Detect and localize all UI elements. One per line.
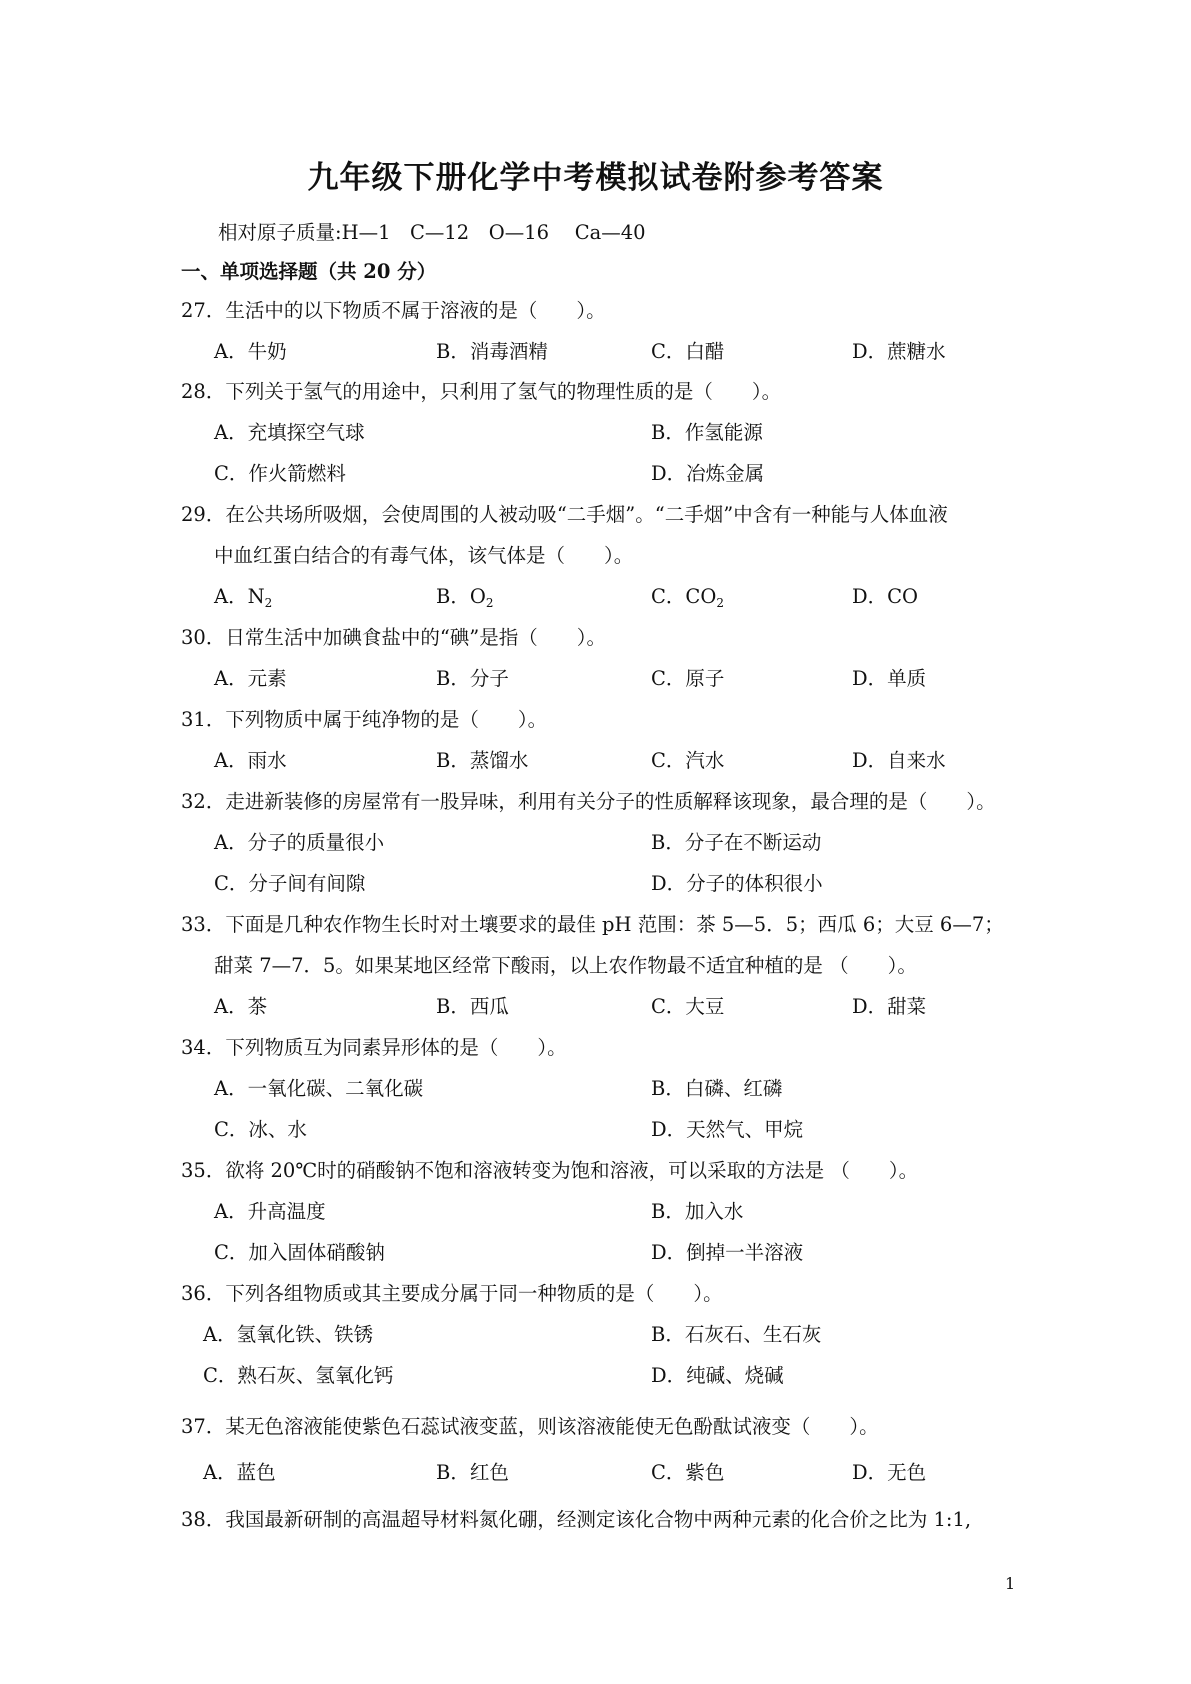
page-number: 1 [1005, 1574, 1016, 1593]
question-38: 38．我国最新研制的高温超导材料氮化硼，经测定该化合物中两种元素的化合价之比为 1:1, [181, 1508, 972, 1531]
q32-option-c: C．分子间有间隙 [214, 872, 366, 895]
q29-option-b: B．$O_2$ [436, 585, 494, 610]
q28-option-a: A．充填探空气球 [214, 421, 365, 444]
q31-option-b: B．蒸馏水 [436, 749, 529, 772]
q27-option-d: D．蔗糖水 [852, 340, 946, 363]
q31-option-a: A．雨水 [214, 749, 287, 772]
section-heading: 一、单项选择题（共 20 分） [181, 260, 437, 283]
q30-option-d: D．单质 [852, 667, 927, 690]
question-33-line2: 甜菜 7—7．5。如果某地区经常下酸雨，以上农作物最不适宜种植的是 （ ）。 [214, 954, 917, 977]
question-28: 28．下列关于氢气的用途中，只利用了氢气的物理性质的是（ ）。 [181, 380, 782, 403]
q33-option-b: B．西瓜 [436, 995, 509, 1018]
q35-option-d: D．倒掉一半溶液 [651, 1241, 804, 1264]
q34-option-c: C．冰、水 [214, 1118, 307, 1141]
q36-option-a: A．氢氧化铁、铁锈 [203, 1323, 374, 1346]
q35-option-b: B．加入水 [651, 1200, 744, 1223]
exam-title: 九年级下册化学中考模拟试卷附参考答案 [307, 160, 884, 196]
q37-option-c: C．紫色 [651, 1461, 725, 1484]
q34-option-b: B．白磷、红磷 [651, 1077, 783, 1100]
question-29-line2: 中血红蛋白结合的有毒气体，该气体是（ ）。 [214, 544, 634, 567]
q28-option-b: B．作氢能源 [651, 421, 763, 444]
question-36: 36．下列各组物质或其主要成分属于同一种物质的是（ ）。 [181, 1282, 723, 1305]
atomic-mass-line: 相对原子质量:H—1 C—12 O—16 Ca—40 [218, 221, 646, 244]
question-34: 34．下列物质互为同素异形体的是（ ）。 [181, 1036, 567, 1059]
question-31: 31．下列物质中属于纯净物的是（ ）。 [181, 708, 548, 731]
q37-option-d: D．无色 [852, 1461, 927, 1484]
question-27: 27．生活中的以下物质不属于溶液的是（ ）。 [181, 299, 606, 322]
question-32: 32．走进新装修的房屋常有一股异味，利用有关分子的性质解释该现象，最合理的是（ ）。 [181, 790, 996, 813]
q29-option-d: D．CO [852, 585, 919, 608]
q36-option-d: D．纯碱、烧碱 [651, 1364, 784, 1387]
q29-option-a: A．$N_2$ [214, 585, 273, 610]
q27-option-b: B．消毒酒精 [436, 340, 548, 363]
q32-option-b: B．分子在不断运动 [651, 831, 822, 854]
q36-option-c: C．熟石灰、氢氧化钙 [203, 1364, 394, 1387]
question-33: 33．下面是几种农作物生长时对土壤要求的最佳 pH 范围：茶 5—5．5；西瓜 6；大豆 6—7； [181, 913, 1004, 936]
q29-option-c: C．$CO_2$ [651, 585, 724, 610]
q36-option-b: B．石灰石、生石灰 [651, 1323, 822, 1346]
q32-option-a: A．分子的质量很小 [214, 831, 385, 854]
q34-option-a: A．一氧化碳、二氧化碳 [214, 1077, 424, 1100]
q33-option-a: A．茶 [214, 995, 268, 1018]
q35-option-c: C．加入固体硝酸钠 [214, 1241, 385, 1264]
q32-option-d: D．分子的体积很小 [651, 872, 823, 895]
question-35: 35．欲将 20℃时的硝酸钠不饱和溶液转变为饱和溶液，可以采取的方法是 （ ）。 [181, 1159, 919, 1182]
q30-option-b: B．分子 [436, 667, 509, 690]
question-37: 37．某无色溶液能使紫色石蕊试液变蓝，则该溶液能使无色酚酞试液变（ ）。 [181, 1415, 879, 1438]
q34-option-d: D．天然气、甲烷 [651, 1118, 804, 1141]
question-29: 29．在公共场所吸烟，会使周围的人被动吸“二手烟”。“二手烟”中含有一种能与人体血液 [181, 503, 948, 526]
question-30: 30．日常生活中加碘食盐中的“碘”是指（ ）。 [181, 626, 607, 649]
q28-option-d: D．冶炼金属 [651, 462, 765, 485]
q35-option-a: A．升高温度 [214, 1200, 326, 1223]
q33-option-c: C．大豆 [651, 995, 725, 1018]
q37-option-b: B．红色 [436, 1461, 509, 1484]
q30-option-a: A．元素 [214, 667, 287, 690]
q28-option-c: C．作火箭燃料 [214, 462, 346, 485]
q31-option-c: C．汽水 [651, 749, 725, 772]
q27-option-c: C．白醋 [651, 340, 725, 363]
q30-option-c: C．原子 [651, 667, 725, 690]
q27-option-a: A．牛奶 [214, 340, 287, 363]
q31-option-d: D．自来水 [852, 749, 946, 772]
q33-option-d: D．甜菜 [852, 995, 927, 1018]
q37-option-a: A．蓝色 [203, 1461, 276, 1484]
